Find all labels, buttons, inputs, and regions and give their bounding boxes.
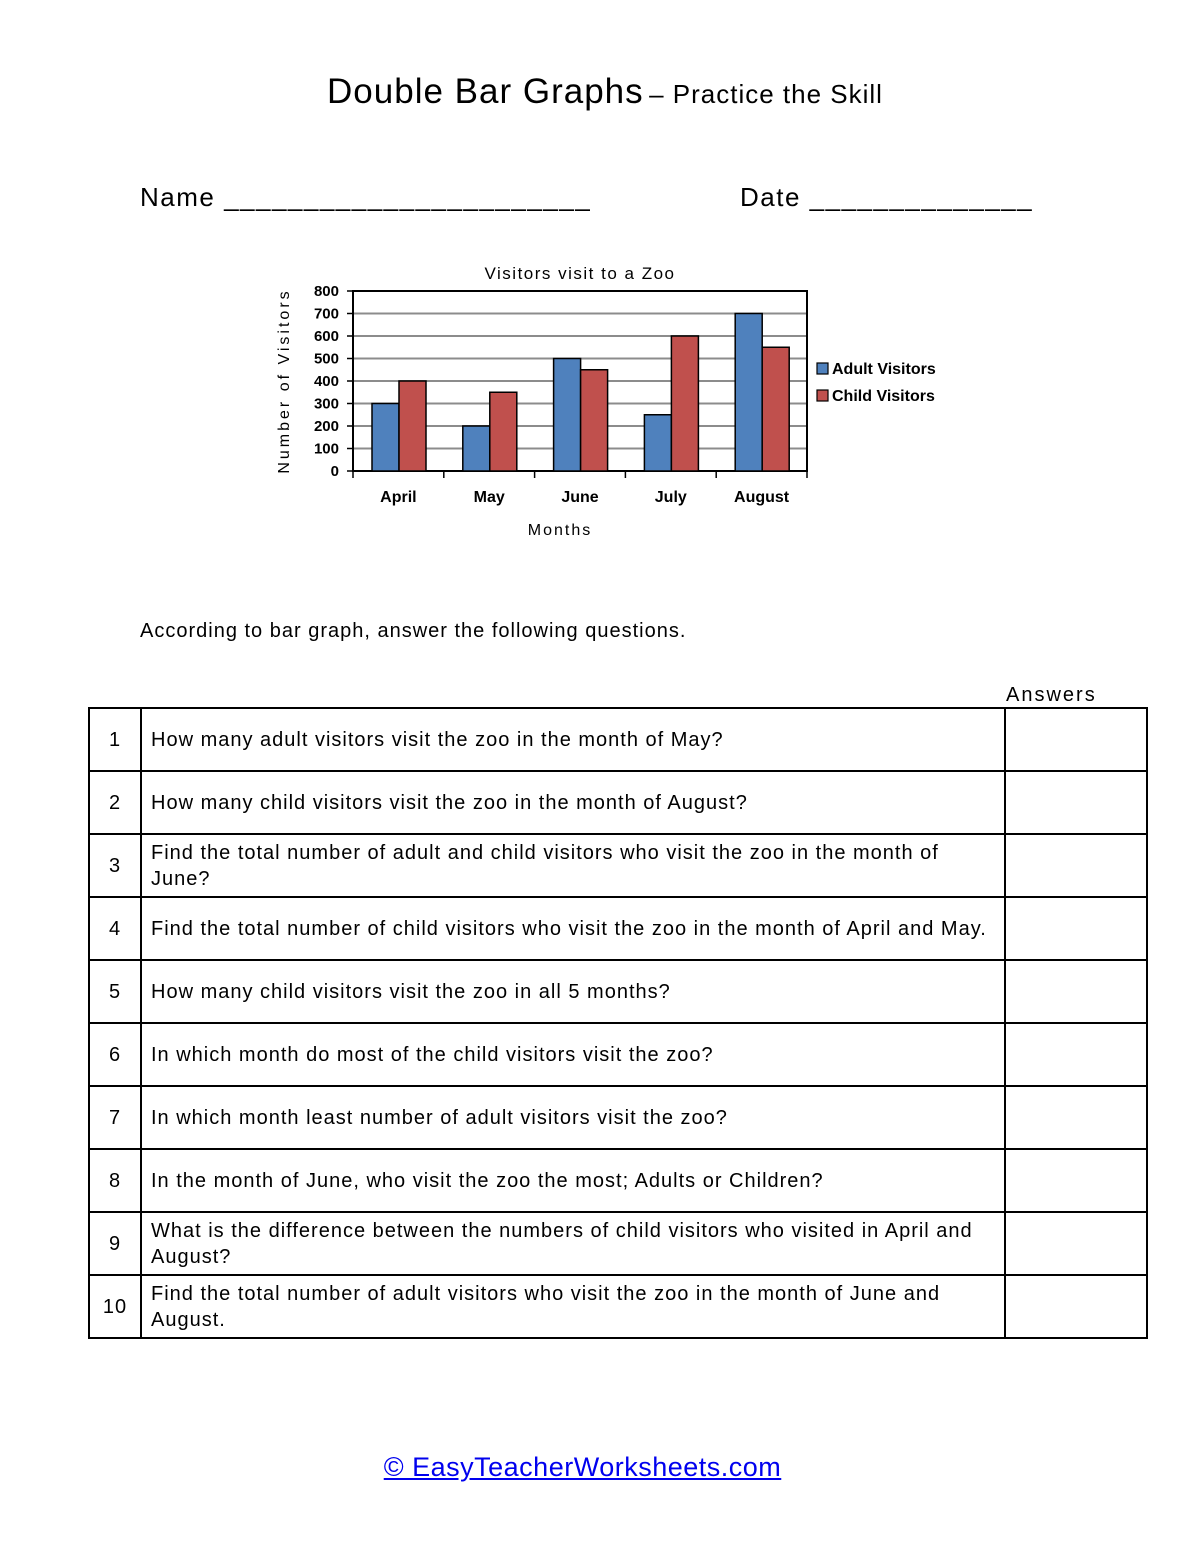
question-text: How many child visitors visit the zoo in all 5 months? (141, 960, 1005, 1023)
question-number: 9 (89, 1212, 141, 1275)
bar-child-visitors (399, 381, 426, 471)
question-text: In which month do most of the child visitors visit the zoo? (141, 1023, 1005, 1086)
question-number: 5 (89, 960, 141, 1023)
y-axis-label: Number of Visitors (276, 288, 293, 474)
y-tick-label: 500 (313, 350, 339, 368)
bar-child-visitors (671, 336, 698, 471)
question-row (89, 1212, 1147, 1275)
question-number: 2 (89, 771, 141, 834)
question-number: 8 (89, 1149, 141, 1212)
question-row (89, 1086, 1147, 1149)
bar-adult-visitors (372, 404, 399, 472)
name-field: Name _______________________ (140, 182, 592, 212)
question-text: Find the total number of adult visitors who visit the zoo in the month of June and August. (141, 1275, 1005, 1338)
legend-swatch (817, 390, 828, 401)
question-row (89, 1023, 1147, 1086)
bar-adult-visitors (463, 426, 490, 471)
bar-adult-visitors (554, 359, 581, 472)
question-text: In which month least number of adult visitors visit the zoo? (141, 1086, 1005, 1149)
bar-adult-visitors (735, 314, 762, 472)
answer-cell[interactable] (1005, 1275, 1147, 1338)
question-row (89, 708, 1147, 771)
question-row (89, 960, 1147, 1023)
question-text: How many adult visitors visit the zoo in the month of May? (141, 708, 1005, 771)
answer-cell[interactable] (1005, 771, 1147, 834)
question-number: 1 (89, 708, 141, 771)
bar-chart (0, 0, 1200, 580)
bar-child-visitors (581, 370, 608, 471)
answers-column-header: Answers (1006, 684, 1097, 706)
y-tick-label: 800 (313, 283, 339, 300)
legend-label: Child Visitors (832, 388, 935, 405)
question-row (89, 1149, 1147, 1212)
answer-cell[interactable] (1005, 897, 1147, 960)
answer-cell[interactable] (1005, 1086, 1147, 1149)
answer-cell[interactable] (1005, 1212, 1147, 1275)
legend-swatch (817, 363, 828, 374)
x-tick-label: July (654, 489, 687, 506)
title-subtitle: – Practice the Skill (649, 79, 883, 109)
x-axis-label: Months (527, 522, 593, 539)
answer-cell[interactable] (1005, 834, 1147, 897)
instructions-text: According to bar graph, answer the following questions. (140, 620, 687, 642)
x-tick-label: June (561, 489, 599, 506)
y-tick-label: 600 (313, 328, 339, 345)
question-text: What is the difference between the numbers of child visitors who visited in April and August? (141, 1212, 1005, 1275)
y-tick-label: 300 (313, 395, 339, 413)
date-field: Date ______________ (740, 182, 1034, 212)
question-number: 6 (89, 1023, 141, 1086)
answer-cell[interactable] (1005, 960, 1147, 1023)
question-row (89, 834, 1147, 897)
questions-table (88, 707, 1148, 1339)
bar-adult-visitors (644, 415, 671, 471)
question-row (89, 771, 1147, 834)
answer-cell[interactable] (1005, 1023, 1147, 1086)
question-text: Find the total number of adult and child visitors who visit the zoo in the month of June? (141, 834, 1005, 897)
question-text: Find the total number of child visitors who visit the zoo in the month of April and May. (141, 897, 1005, 960)
y-tick-label: 200 (313, 418, 339, 435)
bar-child-visitors (490, 392, 517, 471)
question-row (89, 1275, 1147, 1338)
title-main: Double Bar Graphs (327, 72, 644, 111)
x-tick-label: August (734, 489, 790, 506)
site-link[interactable]: © EasyTeacherWorksheets.com (383, 1452, 782, 1482)
question-text: In the month of June, who visit the zoo the most; Adults or Children? (141, 1149, 1005, 1212)
x-tick-label: May (473, 489, 505, 506)
footer (0, 1452, 1165, 1483)
question-number: 10 (89, 1275, 141, 1338)
y-tick-label: 400 (313, 373, 339, 390)
y-tick-label: 0 (330, 463, 339, 480)
question-number: 4 (89, 897, 141, 960)
x-tick-label: April (380, 489, 417, 506)
y-tick-label: 700 (313, 305, 339, 323)
chart-title: Visitors visit to a Zoo (484, 264, 676, 283)
question-row (89, 897, 1147, 960)
legend-label: Adult Visitors (832, 361, 936, 378)
answer-cell[interactable] (1005, 708, 1147, 771)
question-text: How many child visitors visit the zoo in the month of August? (141, 771, 1005, 834)
question-number: 7 (89, 1086, 141, 1149)
answer-cell[interactable] (1005, 1149, 1147, 1212)
question-number: 3 (89, 834, 141, 897)
bar-child-visitors (762, 347, 789, 471)
y-tick-label: 100 (313, 440, 339, 458)
